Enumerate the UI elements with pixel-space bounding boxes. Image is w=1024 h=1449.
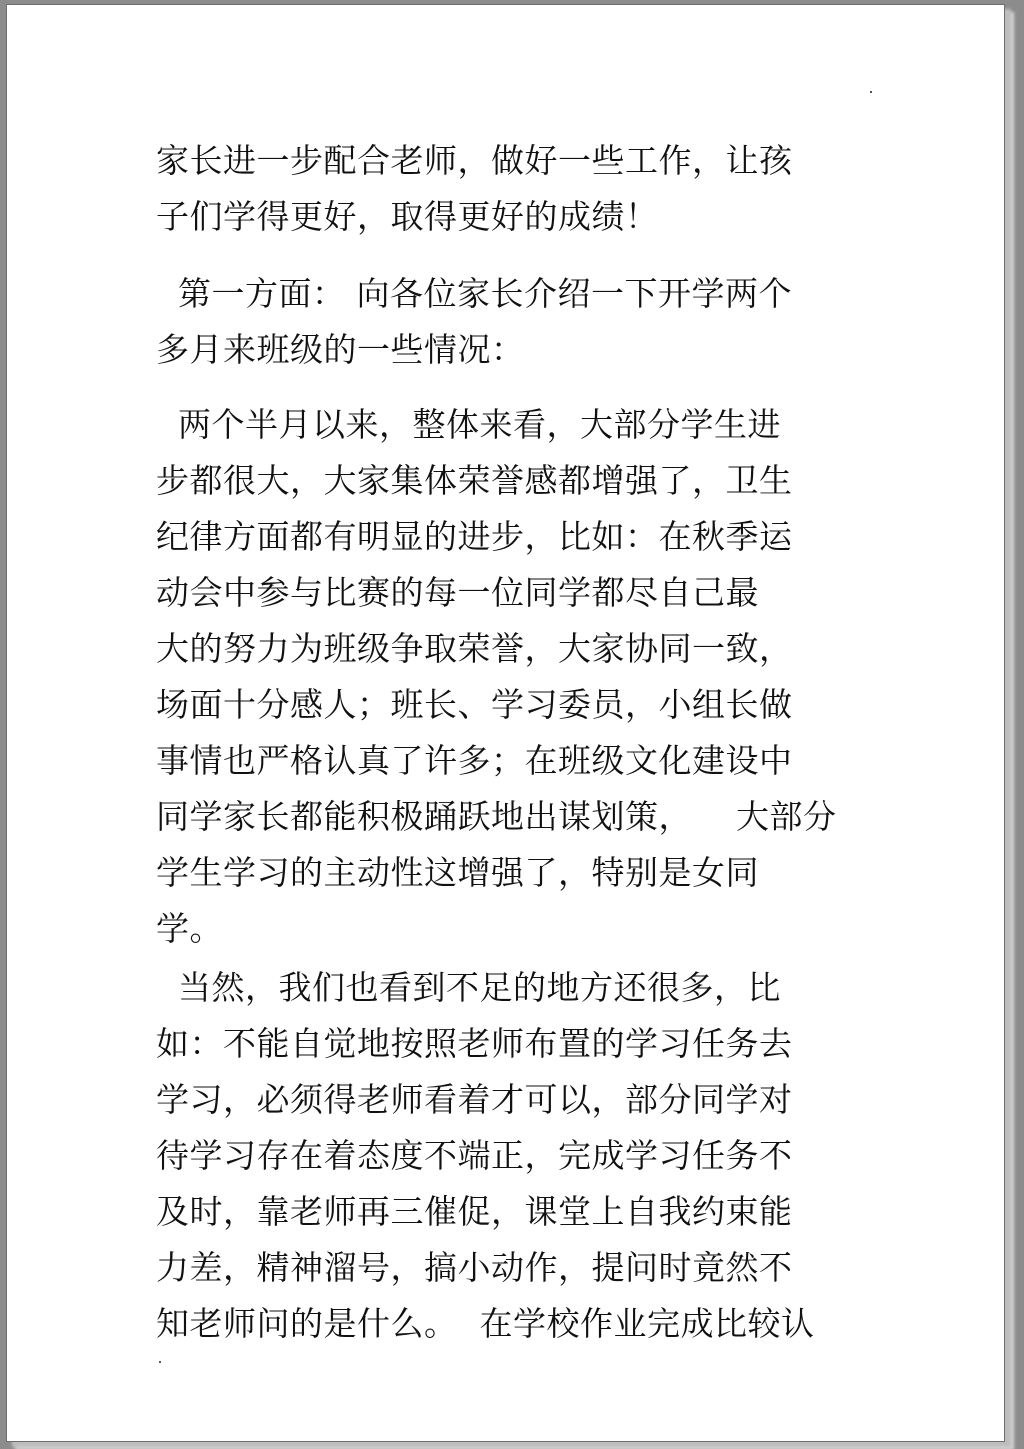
corner-mark [159, 1361, 161, 1363]
text-line: 纪律方面都有明显的进步，比如：在秋季运 [156, 517, 793, 556]
corner-mark [870, 91, 872, 93]
document-page [6, 4, 1005, 1442]
text-line: 家长进一步配合老师，做好一些工作，让孩 [156, 141, 793, 180]
text-line: 如：不能自觉地按照老师布置的学习任务去 [156, 1024, 793, 1063]
text-line: 两个半月以来，整体来看，大部分学生进 [156, 405, 781, 444]
text-line: 大的努力为班级争取荣誉，大家协同一致， [156, 629, 793, 668]
text-line: 多月来班级的一些情况： [156, 330, 525, 369]
text-line: 力差，精神溜号，搞小动作，提问时竟然不 [156, 1248, 793, 1287]
text-line: 学生学习的主动性这增强了，特别是女同 [156, 853, 759, 892]
text-line: 当然，我们也看到不足的地方还很多，比 [156, 968, 781, 1007]
text-line: 第一方面： 向各位家长介绍一下开学两个 [156, 274, 792, 313]
text-line: 动会中参与比赛的每一位同学都尽自己最 [156, 573, 759, 612]
text-line: 知老师问的是什么。 在学校作业完成比较认 [156, 1304, 815, 1343]
paragraph-shortcomings [156, 960, 814, 1352]
text-line: 事情也严格认真了许多；在班级文化建设中 [156, 741, 793, 780]
paragraph-section-heading [156, 266, 792, 378]
text-line: 子们学得更好，取得更好的成绩！ [156, 197, 659, 236]
text-line: 场面十分感人；班长、学习委员，小组长做 [156, 685, 793, 724]
text-line: 学。 [156, 909, 223, 948]
text-line: 学习，必须得老师看着才可以，部分同学对 [156, 1080, 793, 1119]
text-line: 同学家长都能积极踊跃地出谋划策， 大部分 [156, 797, 837, 836]
text-line: 步都很大，大家集体荣誉感都增强了，卫生 [156, 461, 793, 500]
text-line: 及时，靠老师再三催促，课堂上自我约束能 [156, 1192, 793, 1231]
paragraph-intro-end [156, 133, 793, 245]
paragraph-progress [156, 397, 836, 957]
text-line: 待学习存在着态度不端正，完成学习任务不 [156, 1136, 793, 1175]
